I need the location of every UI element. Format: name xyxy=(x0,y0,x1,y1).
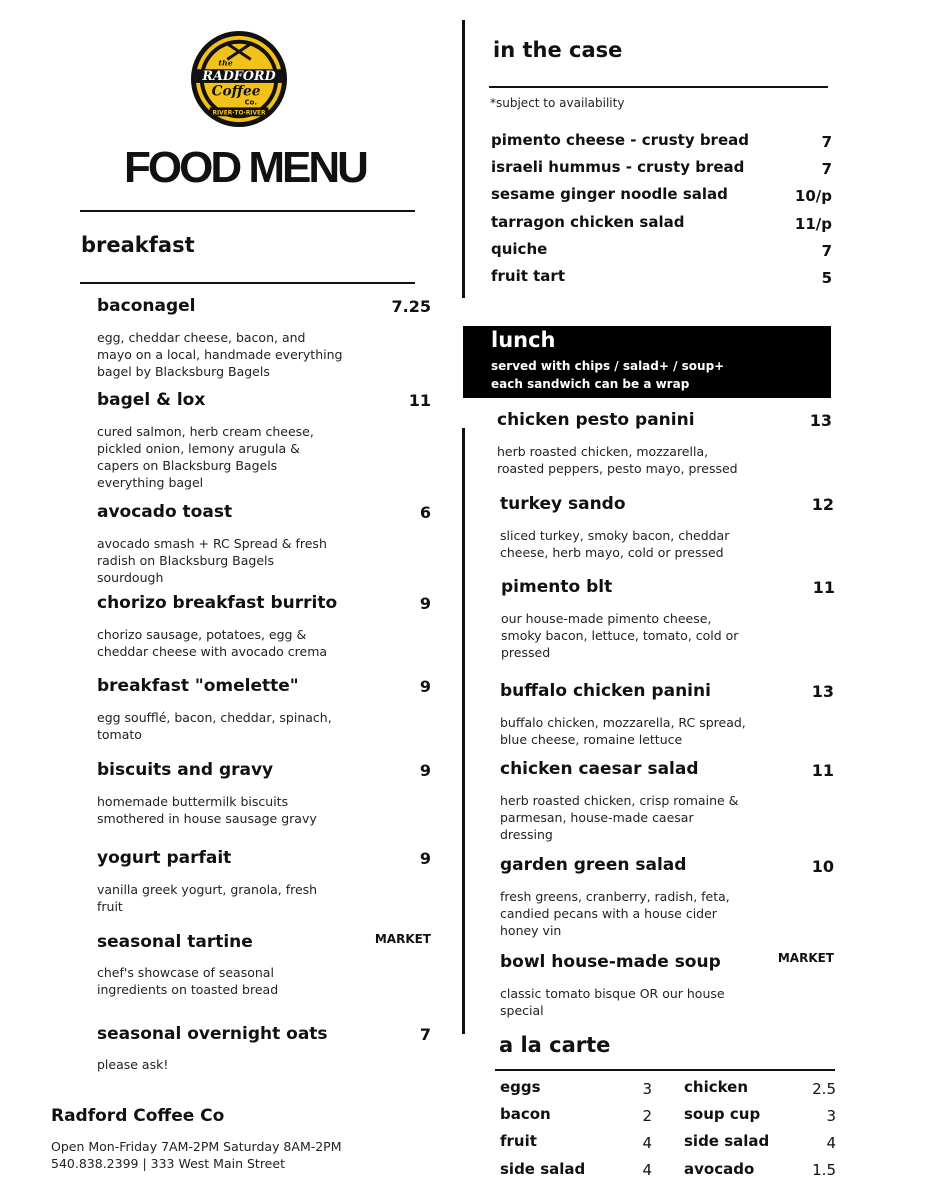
item-price: 11 xyxy=(408,391,431,410)
logo-the-text: the xyxy=(218,58,233,68)
item-price: 13 xyxy=(811,682,834,701)
a-la-carte-price: 3 xyxy=(826,1107,836,1125)
a-la-carte-price: 2.5 xyxy=(812,1080,836,1098)
logo-co-text: Co. xyxy=(244,98,257,107)
item-name: turkey sando xyxy=(500,494,626,514)
item-name: sesame ginger noodle salad xyxy=(491,185,728,203)
item-price: 10 xyxy=(811,857,834,876)
item-description: herb roasted chicken, mozzarella, roasted peppers, pesto mayo, pressed xyxy=(497,444,738,476)
item-price: 9 xyxy=(419,849,431,868)
item-price: 7 xyxy=(821,160,832,178)
radford-coffee-logo xyxy=(190,30,288,128)
case-divider xyxy=(489,86,828,88)
item-price: 6 xyxy=(419,503,431,522)
logo-radford-text: RADFORD xyxy=(202,68,276,84)
item-price: 10/p xyxy=(794,187,832,205)
item-description: sliced turkey, smoky bacon, cheddar cheese, herb mayo, cold or pressed xyxy=(500,528,730,560)
logo-coffee-text: Coffee xyxy=(211,83,261,100)
item-description: vanilla greek yogurt, granola, fresh fruit xyxy=(97,882,318,914)
item-price: 9 xyxy=(419,677,431,696)
item-name: israeli hummus - crusty bread xyxy=(491,158,745,176)
title-divider xyxy=(80,210,415,212)
a-la-carte-heading: a la carte xyxy=(499,1033,611,1057)
item-name: seasonal tartine xyxy=(97,932,253,952)
item-name: pimento cheese - crusty bread xyxy=(491,131,749,149)
breakfast-heading: breakfast xyxy=(81,233,195,257)
item-name: bagel & lox xyxy=(97,390,206,410)
a-la-carte-item: fruit xyxy=(500,1132,537,1150)
a-la-carte-item: eggs xyxy=(500,1078,541,1096)
item-description: cured salmon, herb cream cheese, pickled onion, lemony arugula & capers on Blacksburg Bagels everything bagel xyxy=(97,424,314,490)
a-la-carte-item: side salad xyxy=(500,1160,586,1178)
item-name: seasonal overnight oats xyxy=(97,1024,328,1044)
item-description: homemade buttermilk biscuits smothered in house sausage gravy xyxy=(97,794,317,826)
lunch-wrap-note: each sandwich can be a wrap xyxy=(491,377,690,391)
footer-contact: 540.838.2399 | 333 West Main Street xyxy=(51,1156,285,1171)
column-divider-bottom xyxy=(462,428,465,1034)
item-name: breakfast "omelette" xyxy=(97,676,299,696)
a-la-carte-price: 4 xyxy=(642,1134,652,1152)
item-description: chorizo sausage, potatoes, egg & cheddar cheese with avocado crema xyxy=(97,627,328,659)
item-description: chef's showcase of seasonal ingredients on toasted bread xyxy=(97,965,279,997)
item-name: yogurt parfait xyxy=(97,848,232,868)
lunch-heading: lunch xyxy=(491,328,556,352)
item-name: buffalo chicken panini xyxy=(500,681,711,701)
item-description: avocado smash + RC Spread & fresh radish on Blacksburg Bagels sourdough xyxy=(97,536,327,585)
item-description: buffalo chicken, mozzarella, RC spread, blue cheese, romaine lettuce xyxy=(500,715,746,747)
item-price: 11 xyxy=(812,578,835,597)
item-price: 7 xyxy=(821,242,832,260)
item-price: 7 xyxy=(821,133,832,151)
item-name: garden green salad xyxy=(500,855,687,875)
item-description: our house-made pimento cheese, smoky bacon, lettuce, tomato, cold or pressed xyxy=(501,611,739,660)
item-price: 7.25 xyxy=(391,297,431,316)
item-description: egg soufflé, bacon, cheddar, spinach, tomato xyxy=(97,710,332,742)
item-name: avocado toast xyxy=(97,502,233,522)
availability-note: *subject to availability xyxy=(490,96,625,110)
a-la-carte-price: 1.5 xyxy=(812,1161,836,1179)
item-name: baconagel xyxy=(97,296,196,316)
a-la-carte-price: 3 xyxy=(642,1080,652,1098)
lunch-sides-note: served with chips / salad+ / soup+ xyxy=(491,359,725,373)
item-description: herb roasted chicken, crisp romaine & parmesan, house-made caesar dressing xyxy=(500,793,739,842)
item-price: 11 xyxy=(811,761,834,780)
item-name: tarragon chicken salad xyxy=(491,213,685,231)
item-name: bowl house-made soup xyxy=(500,952,721,972)
item-name: chicken caesar salad xyxy=(500,759,699,779)
item-price: MARKET xyxy=(374,932,431,946)
lunch-banner xyxy=(463,326,831,398)
item-price: 9 xyxy=(419,594,431,613)
item-name: pimento blt xyxy=(501,577,613,597)
item-name: chicken pesto panini xyxy=(497,410,695,430)
logo-banner-text: RIVER·TO·RIVER xyxy=(212,110,266,117)
a-la-carte-item: bacon xyxy=(500,1105,551,1123)
footer-hours: Open Mon-Friday 7AM-2PM Saturday 8AM-2PM xyxy=(51,1139,342,1154)
breakfast-divider xyxy=(80,282,415,284)
item-price: 12 xyxy=(811,495,834,514)
a-la-carte-divider xyxy=(495,1069,835,1071)
a-la-carte-item: soup cup xyxy=(684,1105,761,1123)
item-description: classic tomato bisque OR our house special xyxy=(500,986,725,1018)
item-price: 9 xyxy=(419,761,431,780)
item-price: 13 xyxy=(809,411,832,430)
item-name: chorizo breakfast burrito xyxy=(97,593,338,613)
item-price: 7 xyxy=(419,1025,431,1044)
a-la-carte-price: 2 xyxy=(642,1107,652,1125)
page-title: FOOD MENU xyxy=(124,143,366,192)
item-price: 11/p xyxy=(794,215,832,233)
a-la-carte-item: avocado xyxy=(684,1160,755,1178)
in-the-case-heading: in the case xyxy=(493,38,623,62)
item-name: fruit tart xyxy=(491,267,565,285)
a-la-carte-price: 4 xyxy=(826,1134,836,1152)
item-name: quiche xyxy=(491,240,548,258)
item-name: biscuits and gravy xyxy=(97,760,274,780)
footer-business-name: Radford Coffee Co xyxy=(51,1106,225,1126)
a-la-carte-price: 4 xyxy=(642,1161,652,1179)
item-description: fresh greens, cranberry, radish, feta, candied pecans with a house cider honey vin xyxy=(500,889,730,938)
item-description: please ask! xyxy=(97,1057,169,1072)
item-price: MARKET xyxy=(777,951,834,965)
item-price: 5 xyxy=(821,269,832,287)
a-la-carte-item: side salad xyxy=(684,1132,770,1150)
a-la-carte-item: chicken xyxy=(684,1078,749,1096)
item-description: egg, cheddar cheese, bacon, and mayo on a local, handmade everything bagel by Blacksburg Bagels xyxy=(97,330,343,379)
column-divider-top xyxy=(462,20,465,298)
